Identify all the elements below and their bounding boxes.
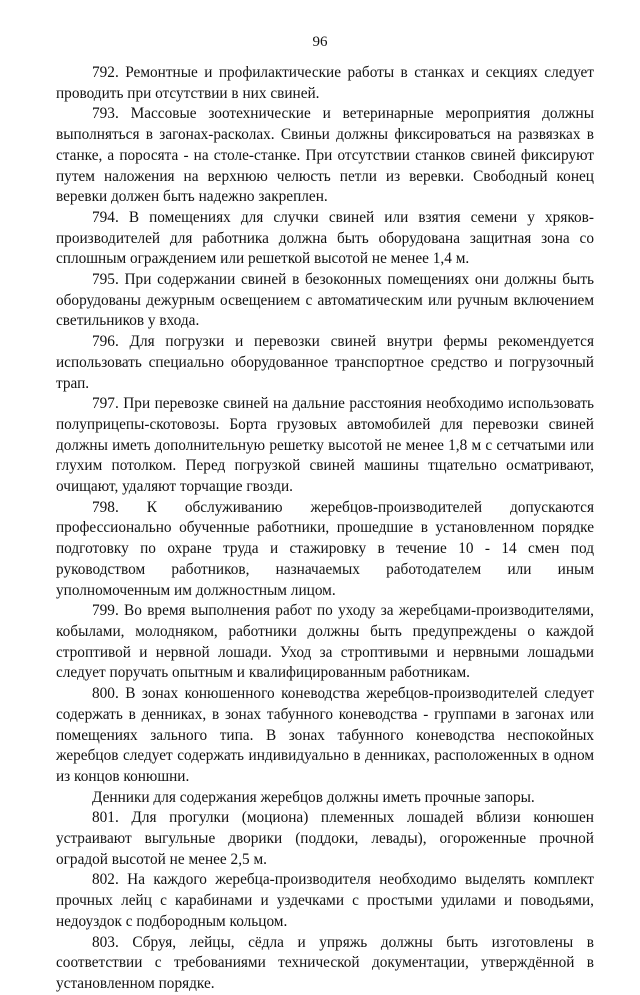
paragraph-800: 800. В зонах конюшенного коневодства жеребцов-производителей следует содержать в денниках, в зонах табунного коневодства - группами в загонах или помещениях зального типа. В зонах табунного коневодства неспокойных жеребцов следует содержать индивидуально в денниках, расположенных в одном из концов конюшни. — [56, 685, 594, 785]
paragraph-794: 794. В помещениях для случки свиней или взятия семени у хряков-производителей для работника должна быть оборудована защитная зона со сплошным ограждением или решеткой высотой не менее 1,4 м. — [56, 208, 594, 268]
paragraph-793: 793. Массовые зоотехнические и ветеринарные мероприятия должны выполняться в загонах-расколах. Свиньи должны фиксироваться на развязках в станке, а поросята - на столе-станке. При отсутствии станков свиней фиксируют путем наложения на верхнюю челюсть петли из веревки. Свободный конец веревки должен быть надежно закреплен. — [56, 105, 594, 206]
paragraph-803: 803. Сбруя, лейцы, сёдла и упряжь должны быть изготовлены в соответствии с требованиями технической документации, утверждённой в установленном порядке. — [56, 933, 594, 992]
paragraph-800-note: Денники для содержания жеребцов должны иметь прочные запоры. — [92, 788, 535, 806]
paragraph-795: 795. При содержании свиней в безоконных помещениях они должны быть оборудованы дежурным освещением с автоматическим или ручным включением светильников у входа. — [56, 271, 594, 330]
paragraph-798: 798. К обслуживанию жеребцов-производителей допускаются профессионально обученные работники, прошедшие в установленном порядке подготовку по охране труда и стажировку в течение 10 - 14 смен под руководством работников, назначаемых работодателем или иным уполномоченным им должностным лицом. — [56, 498, 594, 599]
paragraph-792: 792. Ремонтные и профилактические работы в станках и секциях следует проводить при отсутствии в них свиней. — [56, 64, 594, 102]
paragraph-802: 802. На каждого жеребца-производителя необходимо выделять комплект прочных лейц с карабинами и уздечками с простыми удилами и поводьями, недоуздок с подбородным кольцом. — [56, 871, 594, 930]
paragraph-797: 797. При перевозке свиней на дальние расстояния необходимо использовать полуприцепы-скотовозы. Борта грузовых автомобилей для перевозки свиней должны иметь дополнительную решетку высотой не менее 1,8 м с сетчатыми или глухим потолком. Перед погрузкой свиней машины тщательно осматривают, очищают, удаляют торчащие гвозди. — [56, 395, 594, 496]
paragraph-801: 801. Для прогулки (моциона) племенных лошадей вблизи конюшен устраивают выгульные дворики (поддоки, левады), огороженные прочной оградой высотой не менее 2,5 м. — [56, 809, 594, 868]
document-body — [56, 63, 594, 995]
paragraph-796: 796. Для погрузки и перевозки свиней внутри фермы рекомендуется использовать специально оборудованное транспортное средство и погрузочный трап. — [56, 333, 594, 392]
paragraph-799: 799. Во время выполнения работ по уходу за жеребцами-производителями, кобылами, молодняком, работники должны быть предупреждены о каждой строптивой и нервной лошади. Уход за строптивыми и нервными лошадьми следует поручать опытным и квалифицированным работникам. — [56, 602, 594, 682]
page-number: 96 — [312, 34, 328, 50]
